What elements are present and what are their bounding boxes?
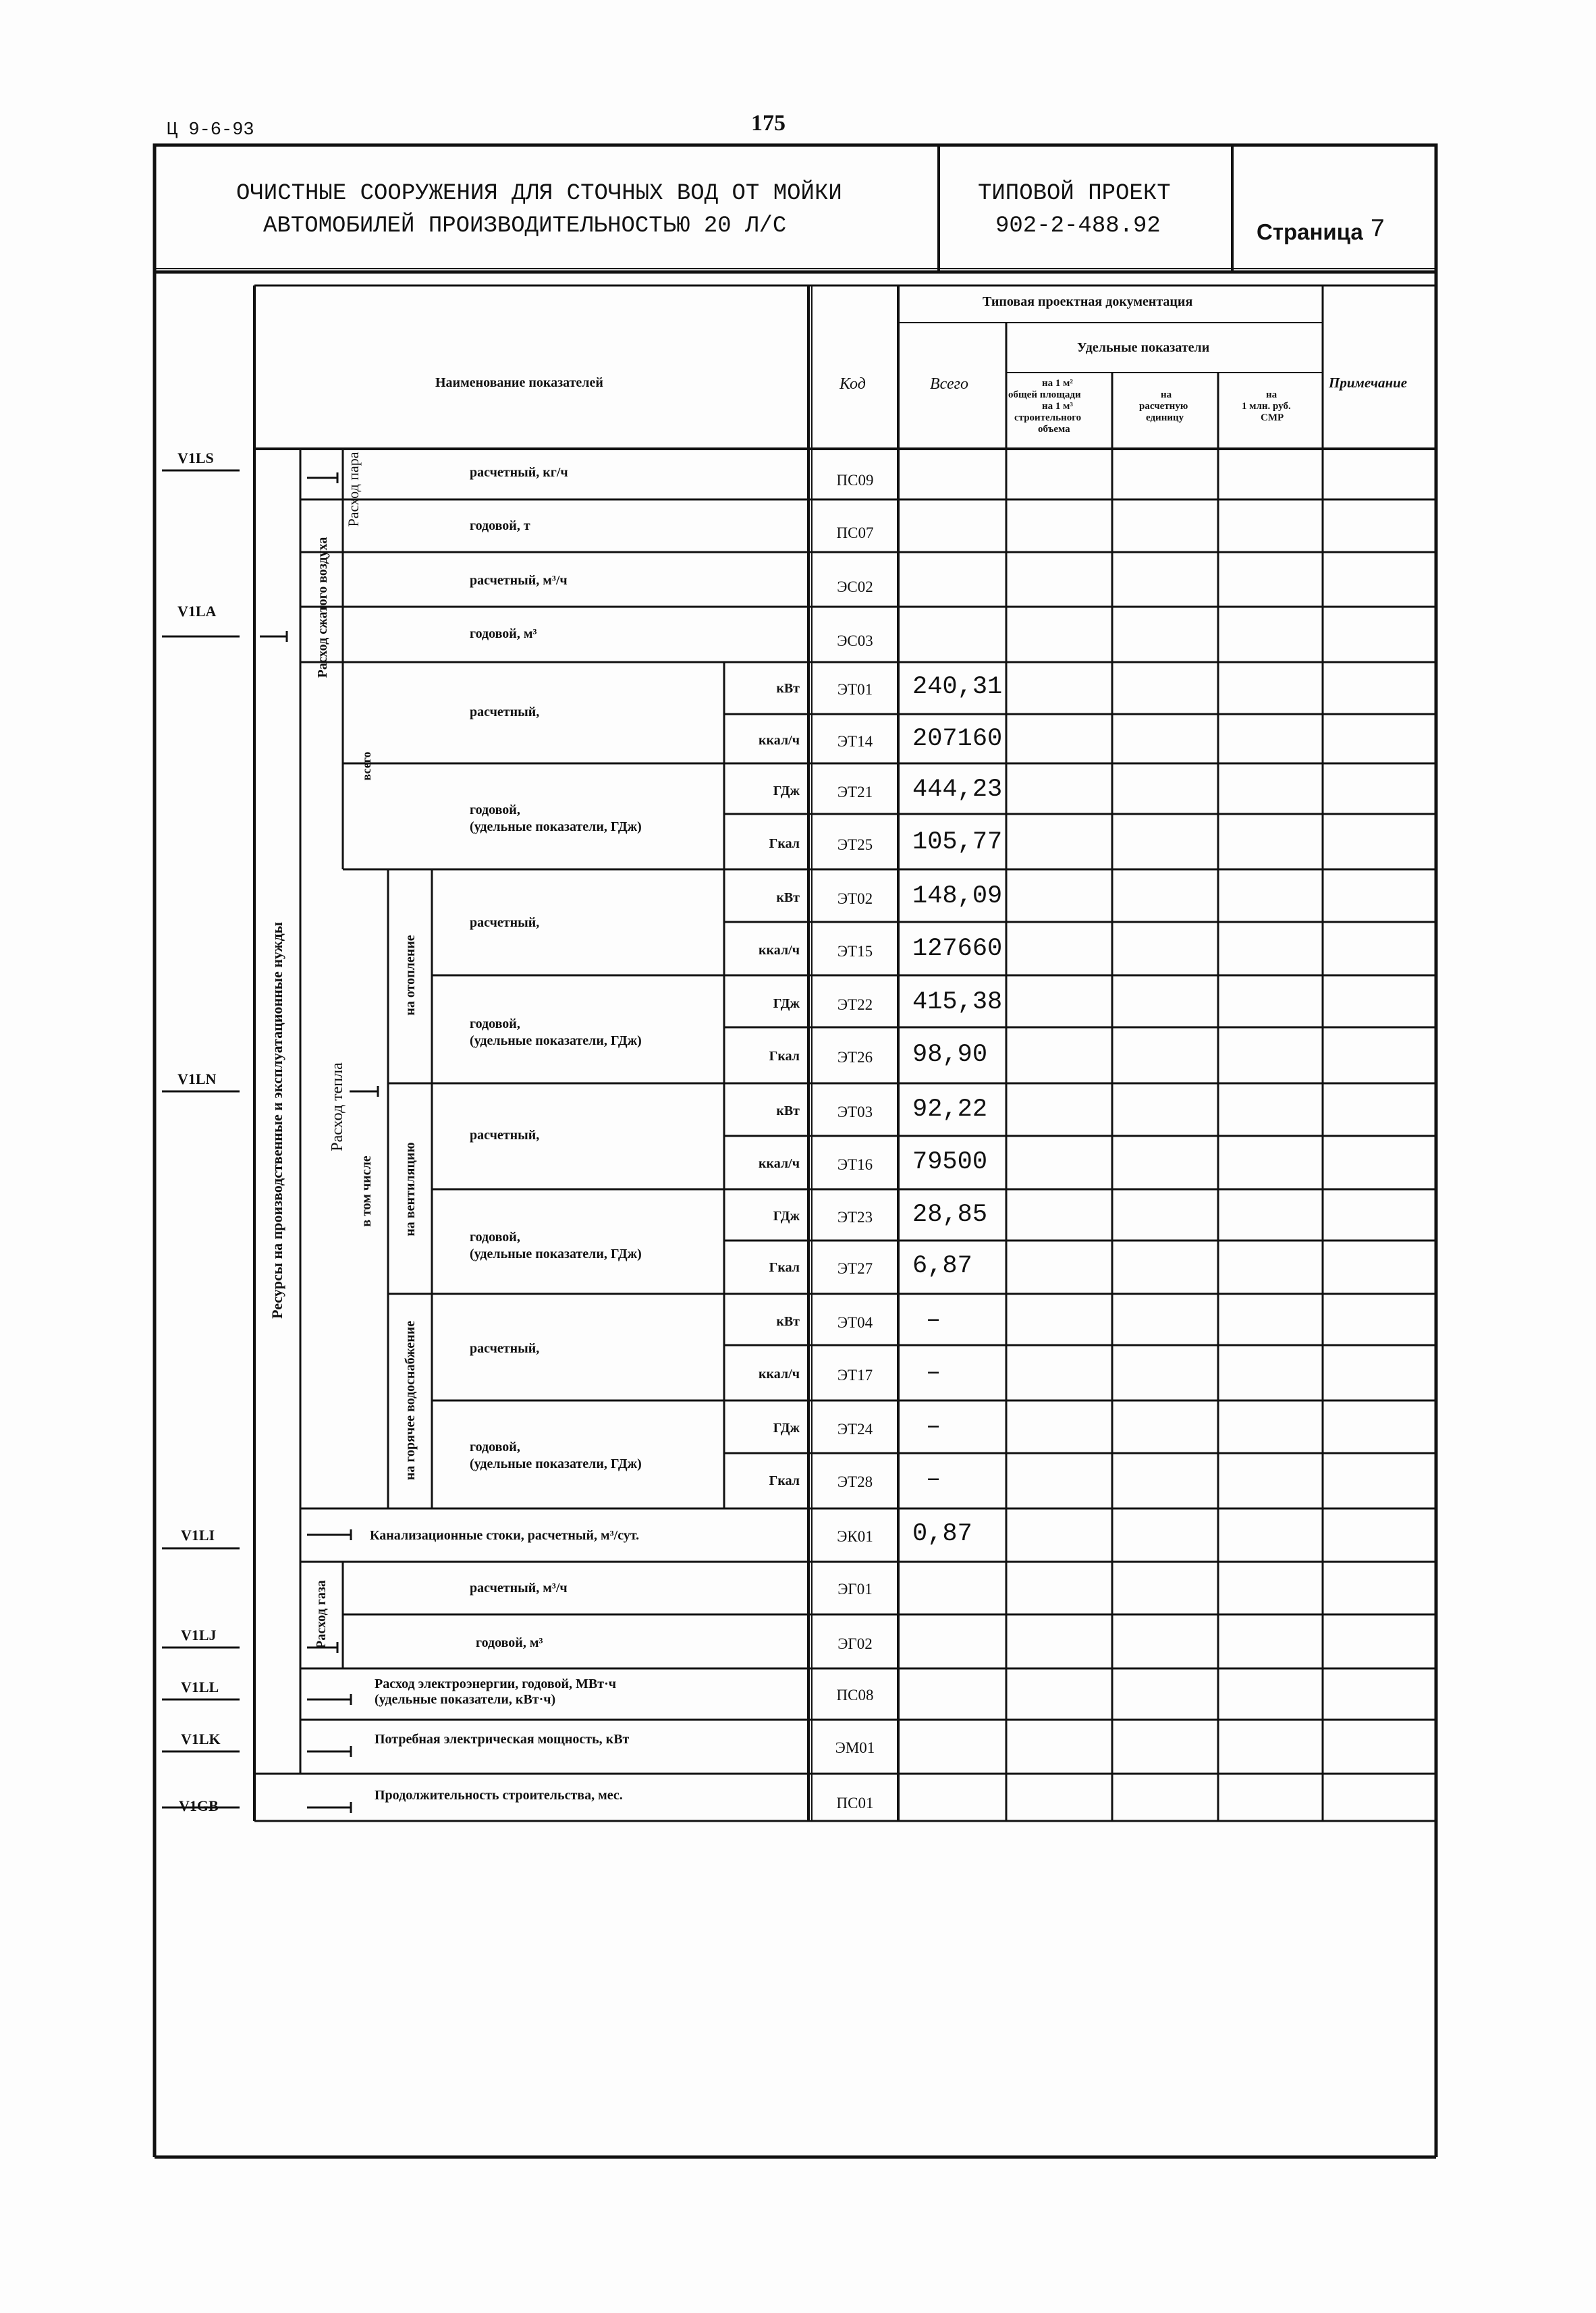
left-code: V1LA [177,603,217,620]
head-per-m2: на 1 м² [1042,378,1073,389]
row-code: ЭТ01 [837,681,873,698]
row-label: расчетный, м³/ч [470,573,568,588]
title-line-1: ОЧИСТНЫЕ СООРУЖЕНИЯ ДЛЯ СТОЧНЫХ ВОД ОТ МОЙКИ [236,181,842,207]
row-label: расчетный, м³/ч [470,1581,568,1596]
head-note: Примечание [1329,375,1408,391]
row-total: 240,31 [912,673,1003,701]
head-per-unit-2: расчетную [1139,401,1188,412]
row-label: Расход электроэнергии, годовой, МВт·ч [375,1677,617,1691]
row-code: ЭК01 [837,1528,873,1545]
row-total: 415,38 [912,988,1003,1016]
head-per-m2-5: объема [1038,424,1070,435]
page-number: 175 [751,111,786,136]
row-code: ЭТ14 [837,733,873,750]
row-total: – [926,1413,941,1441]
row-total: 0,87 [912,1520,972,1548]
sheet-number: 7 [1370,215,1385,244]
head-typical-docs: Типовая проектная документация [983,294,1193,309]
row-unit: Гкал [769,1260,800,1275]
left-code: V1LN [177,1070,217,1087]
row-code: ПС09 [836,472,874,489]
row-code: ЭТ17 [837,1367,873,1384]
row-code: ЭТ16 [837,1156,873,1173]
row-label: расчетный, кг/ч [470,465,568,480]
row-label: Продолжительность строительства, мес. [375,1788,623,1803]
row-label: расчетный, [470,705,540,719]
row-code: ЭТ22 [837,996,873,1013]
row-total: – [926,1306,941,1334]
title-block-border [155,145,1436,272]
row-unit: ккал/ч [759,943,800,958]
group-including: в том числе [359,1155,374,1227]
row-code: ЭТ28 [837,1473,873,1490]
row-label: (удельные показатели, ГДж) [470,1033,642,1048]
group-resources: Ресурсы на производственные и эксплуатационные нужды [269,922,285,1319]
row-total: 98,90 [912,1041,988,1069]
sheet-label: Страница [1257,219,1363,244]
row-code: ПС01 [836,1795,874,1812]
row-code: ЭТ03 [837,1104,873,1120]
row-total: 92,22 [912,1095,988,1124]
row-code: ПС07 [836,524,874,541]
head-per-mln-3: СМР [1261,412,1284,423]
row-code: ЭГ01 [837,1581,873,1598]
row-unit: ГДж [773,996,800,1011]
row-total: 207160 [912,725,1003,753]
row-unit: ккал/ч [759,733,800,748]
row-label: расчетный, [470,1128,540,1143]
row-code: ЭТ25 [837,836,873,853]
row-total: 148,09 [912,882,1003,910]
head-per-unit: на [1161,389,1172,400]
row-unit: кВт [776,890,800,905]
row-unit: ккал/ч [759,1367,800,1382]
row-unit: ГДж [773,1209,800,1224]
row-label: годовой, м³ [476,1635,543,1650]
head-total: Всего [930,375,969,393]
group-air: Расход сжатого воздуха [315,537,330,678]
row-unit: ГДж [773,784,800,798]
row-code: ЭС03 [837,632,873,649]
row-total: 79500 [912,1148,988,1176]
group-gas: Расход газа [314,1580,329,1649]
row-label: годовой, [470,1440,520,1454]
row-label: Потребная электрическая мощность, кВт [375,1732,630,1747]
head-per-m2-3: на 1 м³ [1042,401,1073,412]
group-ventilation: на вентиляцию [403,1142,418,1236]
row-label: (удельные показатели, ГДж) [470,819,642,834]
row-unit: Гкал [769,1473,800,1488]
group-hot-water: на горячее водоснабжение [403,1320,418,1481]
row-label: годовой, м³ [470,626,537,641]
row-label: годовой, [470,802,520,817]
left-code: V1LJ [181,1627,217,1643]
row-unit: ккал/ч [759,1156,800,1171]
head-per-unit-3: единицу [1146,412,1184,423]
row-label: расчетный, [470,1341,540,1356]
row-unit: Гкал [769,1049,800,1064]
project-number: 902-2-488.92 [995,213,1161,239]
row-label: (удельные показатели, ГДж) [470,1247,642,1261]
left-code: V1LS [177,450,214,466]
left-code: V1LL [181,1679,219,1695]
project-label: ТИПОВОЙ ПРОЕКТ [978,181,1171,207]
row-code: ЭТ04 [837,1314,873,1331]
row-unit: ГДж [773,1421,800,1436]
row-total: – [926,1465,941,1494]
row-code: ЭТ27 [837,1260,873,1277]
group-heat: Расход тепла [329,1062,346,1151]
group-heating: на отопление [403,935,418,1016]
row-total: 6,87 [912,1252,972,1280]
row-code: ЭТ24 [837,1421,873,1438]
left-code: V1GB [179,1797,219,1814]
head-indicator-name: Наименование показателей [435,375,603,390]
left-code: V1LK [181,1731,221,1747]
group-total: всего [360,751,373,781]
row-label: годовой, т [470,518,530,533]
row-code: ЭТ15 [837,943,873,960]
row-label: (удельные показатели, ГДж) [470,1457,642,1471]
head-per-m2-4: строительного [1014,412,1082,423]
row-label: расчетный, [470,915,540,930]
row-unit: Гкал [769,836,800,851]
row-code: ЭТ21 [837,784,873,800]
row-code: ЭГ02 [837,1635,873,1652]
row-unit: кВт [776,1104,800,1118]
row-total: 127660 [912,935,1003,963]
row-code: ЭТ23 [837,1209,873,1226]
head-specific: Удельные показатели [1077,340,1210,355]
row-unit: кВт [776,681,800,696]
row-label: годовой, [470,1230,520,1245]
head-per-mln-2: 1 млн. руб. [1242,401,1291,412]
doc-code: Ц 9-6-93 [167,120,254,140]
row-code: ЭТ26 [837,1049,873,1066]
row-unit: кВт [776,1314,800,1329]
row-total: – [926,1359,941,1387]
group-steam: Расход пара [345,452,362,527]
left-code: V1LI [181,1527,215,1544]
head-per-m2-2: общей площади [1008,389,1081,400]
row-label: Канализационные стоки, расчетный, м³/сут. [370,1528,640,1543]
row-code: ПС08 [836,1687,874,1704]
row-total: 444,23 [912,775,1003,804]
row-label: годовой, [470,1016,520,1031]
row-total: 105,77 [912,828,1003,856]
row-code: ЭМ01 [835,1739,875,1756]
row-code: ЭТ02 [837,890,873,907]
row-code: ЭС02 [837,578,873,595]
title-line-2: АВТОМОБИЛЕЙ ПРОИЗВОДИТЕЛЬНОСТЬЮ 20 Л/С [263,213,787,239]
row-label: (удельные показатели, кВт·ч) [375,1692,556,1707]
head-code: Код [840,375,866,393]
head-per-mln: на [1266,389,1277,400]
row-total: 28,85 [912,1201,988,1229]
